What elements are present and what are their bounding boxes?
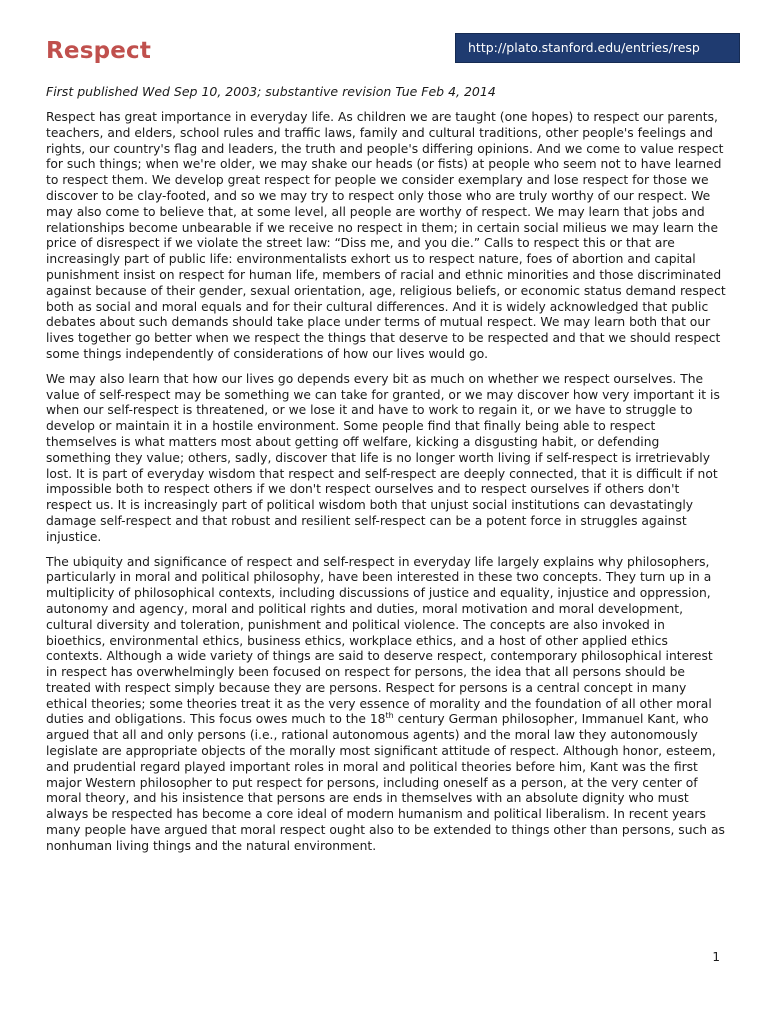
page-number: 1 xyxy=(712,950,720,964)
article-body xyxy=(46,110,726,864)
paragraph-3-part-2: century German philosopher, Immanuel Kant, who argued that all and only persons (i.e., rational autonomous agents) and the moral law they autonomously legislate are appropriate objects of the morally most significant attitude of respect. Although honor, esteem, and prudential regard played important roles in moral and political theories before him, Kant was the first major Western philosopher to put respect for persons, including oneself as a person, at the very center of moral theory, and his insistence that persons are ends in themselves with an absolute dignity who must always be respected has become a core ideal of modern humanism and political liberalism. In recent years many people have argued that moral respect ought also to be extended to things other than persons, such as nonhuman living things and the natural environment. xyxy=(46,712,725,853)
publication-date-line: First published Wed Sep 10, 2003; substantive revision Tue Feb 4, 2014 xyxy=(46,84,496,99)
paragraph-1: Respect has great importance in everyday life. As children we are taught (one hopes) to respect our parents, teachers, and elders, school rules and traffic laws, family and cultural traditions, other people's feelings and rights, our country's flag and leaders, the truth and people's differing opinions. And we come to value respect for such things; when we're older, we may shake our heads (or fists) at people who seem not to have learned to respect them. We develop great respect for people we consider exemplary and lose respect for those we discover to be clay-footed, and so we may try to respect only those who are truly worthy of our respect. We may also come to believe that, at some level, all people are worthy of respect. We may learn that jobs and relationships become unbearable if we receive no respect in them; in certain social milieus we may learn the price of disrespect if we violate the street law: “Diss me, and you die.” Calls to respect this or that are increasingly part of public life: environmentalists exhort us to respect nature, foes of abortion and capital punishment insist on respect for human life, members of racial and ethnic minorities and those discriminated against because of their gender, sexual orientation, age, religious beliefs, or economic status demand respect both as social and moral equals and for their cultural differences. And it is widely acknowledged that public debates about such demands should take place under terms of mutual respect. We may learn both that our lives together go better when we respect the things that deserve to be respected and that we should respect some things independently of considerations of how our lives would go. xyxy=(46,110,726,361)
ordinal-superscript: th xyxy=(385,711,394,721)
page-title: Respect xyxy=(46,38,152,64)
paragraph-3-part-1: The ubiquity and significance of respect and self-respect in everyday life largely explains why philosophers, particularly in moral and political philosophy, have been interested in these two concepts. They turn up in a multiplicity of philosophical contexts, including discussions of justice and equality, injustice and oppression, autonomy and agency, moral and political rights and duties, moral motivation and moral development, cultural diversity and toleration, punishment and political violence. The concepts are also invoked in bioethics, environmental ethics, business ethics, workplace ethics, and a host of other applied ethics contexts. Although a wide variety of things are said to deserve respect, contemporary philosophical interest in respect has overwhelmingly been focused on respect for persons, the idea that all persons should be treated with respect simply because they are persons. Respect for persons is a central concept in many ethical theories; some theories treat it as the very essence of morality and the foundation of all other moral duties and obligations. This focus owes much to the 18 xyxy=(46,554,713,727)
paragraph-2: We may also learn that how our lives go depends every bit as much on whether we respect ourselves. The value of self-respect may be something we can take for granted, or we may discover how very important it is when our self-respect is threatened, or we lose it and have to work to regain it, or we have to struggle to develop or maintain it in a hostile environment. Some people find that finally being able to respect themselves is what matters most about getting off welfare, kicking a disgusting habit, or defending something they value; others, sadly, discover that life is no longer worth living if self-respect is irretrievably lost. It is part of everyday wisdom that respect and self-respect are deeply connected, that it is difficult if not impossible both to respect others if we don't respect ourselves and to respect ourselves if others don't respect us. It is increasingly part of political wisdom both that unjust social institutions can devastatingly damage self-respect and that robust and resilient self-respect can be a potent force in struggles against injustice. xyxy=(46,371,720,544)
paragraph-3 xyxy=(46,555,726,855)
source-url-box: http://plato.stanford.edu/entries/resp xyxy=(455,33,740,63)
